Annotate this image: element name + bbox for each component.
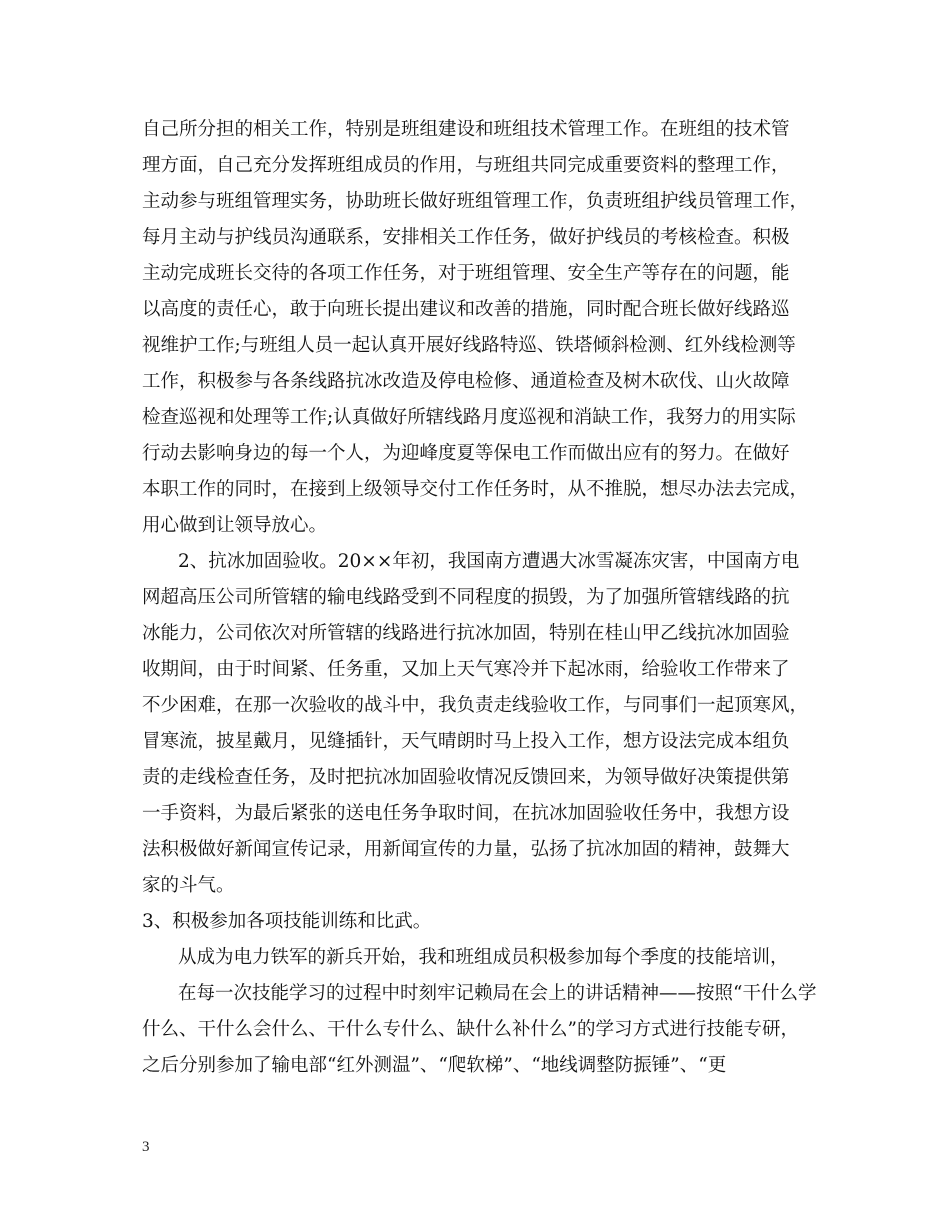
body-line: 不少困难，在那一次验收的战斗中，我负责走线验收工作，与同事们一起顶寒风， xyxy=(142,695,809,716)
body-line: 检查巡视和处理等工作;认真做好所辖线路月度巡视和消缺工作，我努力的用实际 xyxy=(142,407,796,428)
body-line: 工作，积极参与各条线路抗冰改造及停电检修、通道检查及树木砍伐、山火故障 xyxy=(142,371,790,392)
body-line: 主动完成班长交待的各项工作任务，对于班组管理、安全生产等存在的问题，能 xyxy=(142,263,790,284)
body-line: 自己所分担的相关工作，特别是班组建设和班组技术管理工作。在班组的技术管 xyxy=(142,119,790,140)
body-line: 之后分别参加了输电部“红外测温”、“爬软梯”、“地线调整防振锤”、“更 xyxy=(142,1055,727,1076)
body-line: 视维护工作;与班组人员一起认真开展好线路特巡、铁塔倾斜检测、红外线检测等 xyxy=(142,335,796,356)
body-line: 主动参与班组管理实务，协助班长做好班组管理工作，负责班组护线员管理工作， xyxy=(142,191,809,212)
body-line: 责的走线检查任务，及时把抗冰加固验收情况反馈回来，为领导做好决策提供第 xyxy=(142,767,790,788)
body-line: 收期间，由于时间紧、任务重，又加上天气寒冷并下起冰雨，给验收工作带来了 xyxy=(142,659,790,680)
page-number: 3 xyxy=(142,1139,150,1155)
body-line: 本职工作的同时，在接到上级领导交付工作任务时，从不推脱，想尽办法去完成， xyxy=(142,479,809,500)
body-line: 3、积极参加各项技能训练和比武。 xyxy=(142,911,432,932)
body-line: 在每一次技能学习的过程中时刻牢记赖局在会上的讲话精神——按照“干什么学 xyxy=(178,983,817,1004)
body-line: 法积极做好新闻宣传记录，用新闻宣传的力量，弘扬了抗冰加固的精神，鼓舞大 xyxy=(142,839,790,860)
body-line: 理方面，自己充分发挥班组成员的作用，与班组共同完成重要资料的整理工作， xyxy=(142,155,790,176)
body-line: 以高度的责任心，敢于向班长提出建议和改善的措施，同时配合班长做好线路巡 xyxy=(142,299,790,320)
body-line: 行动去影响身边的每一个人，为迎峰度夏等保电工作而做出应有的努力。在做好 xyxy=(142,443,790,464)
body-line: 什么、干什么会什么、干什么专什么、缺什么补什么”的学习方式进行技能专研， xyxy=(142,1019,799,1040)
paragraph-heading-2: 2、抗冰加固验收。20××年初，我国南方遭遇大冰雪凝冻灾害，中国南方电 xyxy=(178,551,800,572)
paragraph-heading-3: 从成为电力铁军的新兵开始，我和班组成员积极参加每个季度的技能培训， xyxy=(178,947,789,968)
body-line: 一手资料，为最后紧张的送电任务争取时间，在抗冰加固验收任务中，我想方设 xyxy=(142,803,790,824)
body-line: 网超高压公司所管辖的输电线路受到不同程度的损毁，为了加强所管辖线路的抗 xyxy=(142,587,790,608)
body-line: 家的斗气。 xyxy=(142,875,235,896)
body-line: 每月主动与护线员沟通联系，安排相关工作任务，做好护线员的考核检查。积极 xyxy=(142,227,790,248)
body-line: 用心做到让领导放心。 xyxy=(142,515,328,536)
body-line: 冒寒流，披星戴月，见缝插针，天气晴朗时马上投入工作，想方设法完成本组负 xyxy=(142,731,790,752)
body-line: 冰能力，公司依次对所管辖的线路进行抗冰加固，特别在桂山甲乙线抗冰加固验 xyxy=(142,623,790,644)
